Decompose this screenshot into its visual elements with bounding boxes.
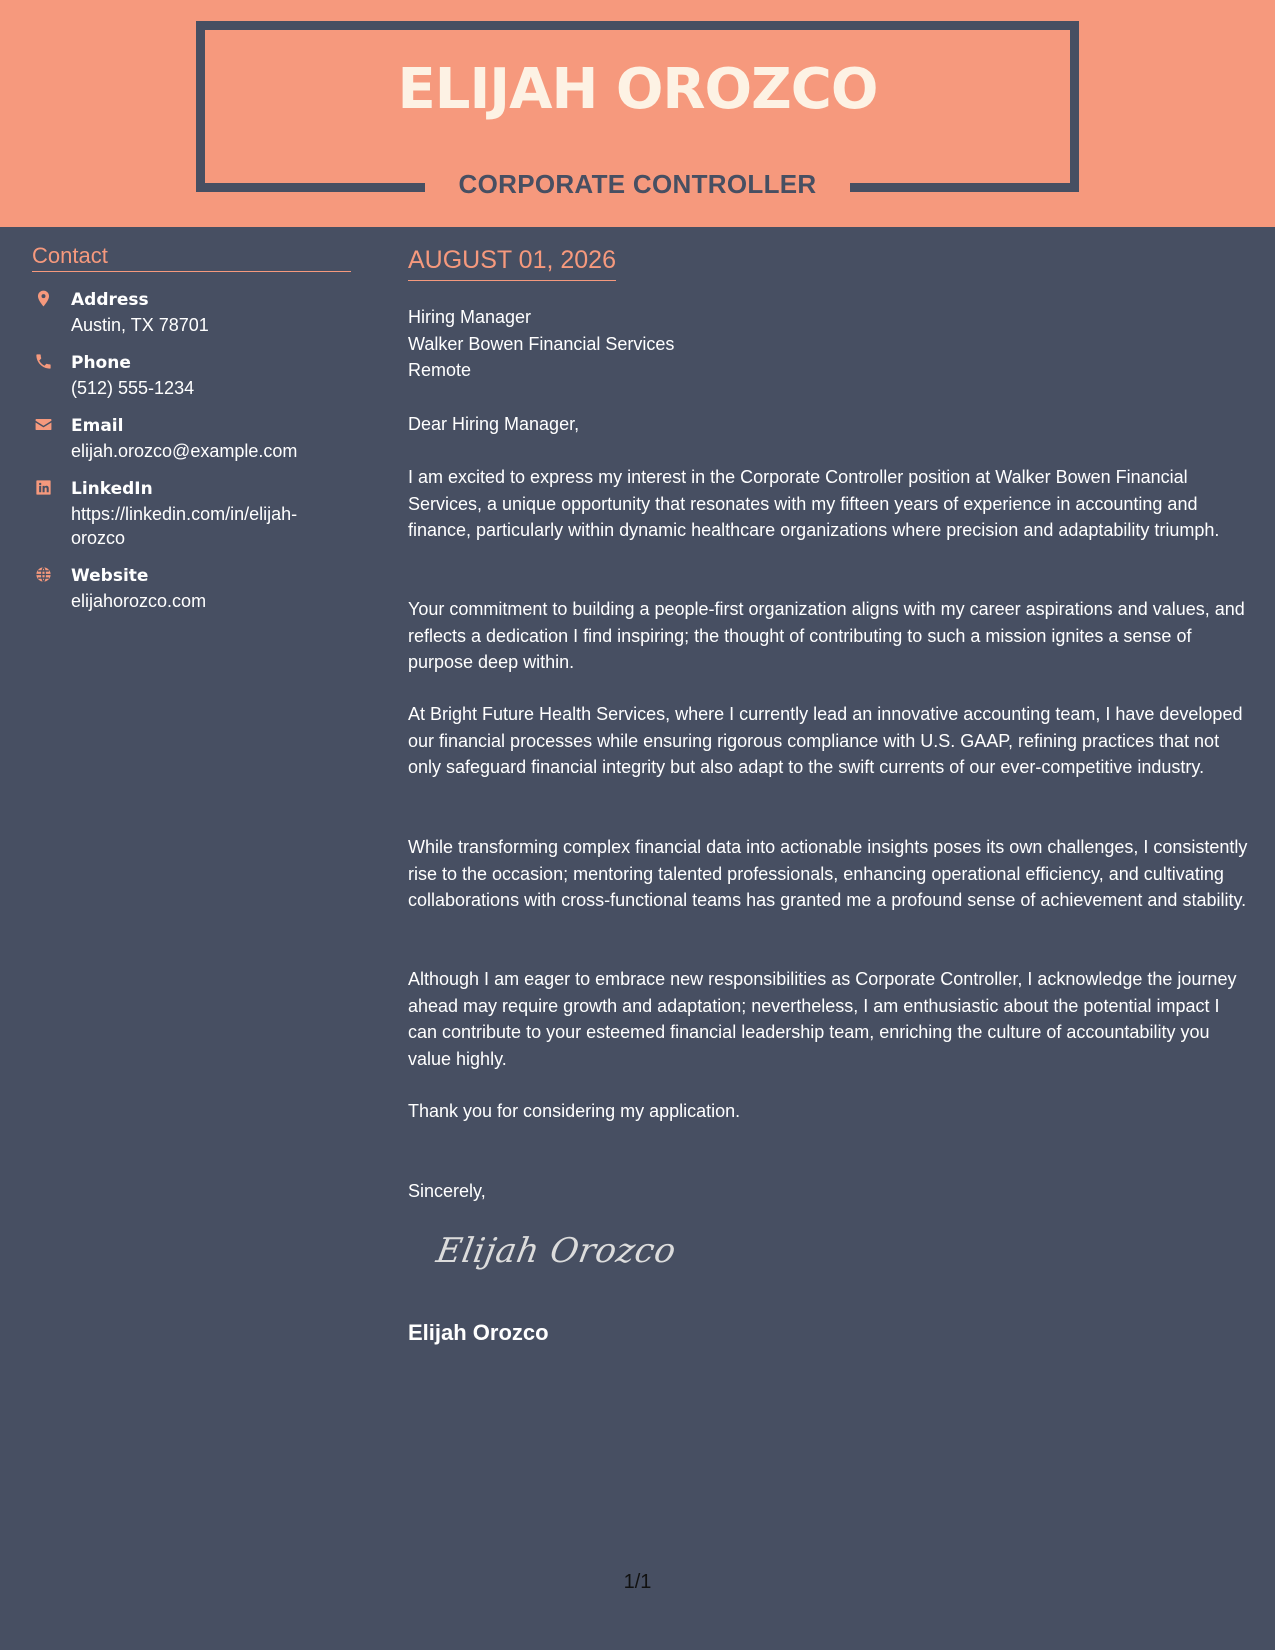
recipient-location: Remote <box>408 360 472 380</box>
page-indicator: 1/1 <box>623 1571 652 1593</box>
contact-link[interactable]: https://linkedin.com/in/elijah-orozco <box>71 504 298 548</box>
contact-label: Address <box>71 290 149 310</box>
contact-value: Austin, TX 78701 <box>71 315 209 335</box>
salutation: Dear Hiring Manager, <box>408 414 580 434</box>
contact-label: Email <box>71 416 124 436</box>
contact-link[interactable]: elijahorozco.com <box>71 591 207 611</box>
map-pin-icon <box>34 289 53 308</box>
linkedin-icon <box>34 478 53 497</box>
closing-line: Thank you for considering my application. <box>408 1101 741 1121</box>
job-title: CORPORATE CONTROLLER <box>458 169 817 199</box>
body-paragraph: Your commitment to building a people-first organization aligns with my career aspirations and values, and reflects a dedication I find inspiring; the thought of contributing to such a mission ignites a sense of purpose deep within. <box>408 599 1245 672</box>
job-title-container <box>425 160 850 210</box>
signer-name: Elijah Orozco <box>408 1320 549 1345</box>
handwritten-signature: Elijah Orozco <box>433 1231 680 1271</box>
contact-value: (512) 555-1234 <box>71 378 195 398</box>
sign-off: Sincerely, <box>408 1181 486 1201</box>
header-banner <box>0 0 1275 227</box>
contact-value: elijah.orozco@example.com <box>71 441 298 461</box>
candidate-name: ELIJAH OROZCO <box>397 57 878 122</box>
globe-icon <box>34 565 53 584</box>
phone-icon <box>34 352 53 371</box>
mail-icon <box>34 415 53 434</box>
letter-date: AUGUST 01, 2026 <box>408 246 616 281</box>
recipient-company: Walker Bowen Financial Services <box>408 333 675 354</box>
body-paragraph: Although I am eager to embrace new responsibilities as Corporate Controller, I acknowledge the journey ahead may require growth and adaptation; nevertheless, I am enthusiastic about the potential impact I can contribute to your esteemed financial leadership team, enriching the culture of accountability you value highly. <box>408 969 1237 1069</box>
body-paragraph: At Bright Future Health Services, where I currently lead an innovative accounting team, I have developed our financial processes while ensuring rigorous compliance with U.S. GAAP, refining practices that not only safeguard financial integrity but also adapt to the swift currents of our ever-competitive industry. <box>408 704 1243 777</box>
contact-label: Website <box>71 566 149 586</box>
recipient-block <box>408 304 674 384</box>
contact-label: LinkedIn <box>71 479 153 499</box>
body-paragraph: I am excited to express my interest in the Corporate Controller position at Walker Bowen Financial Services, a unique opportunity that resonates with my fifteen years of experience in accounting and finance, particularly within dynamic healthcare organizations where precision and adaptability triumph. <box>408 467 1220 540</box>
contact-label: Phone <box>71 353 131 373</box>
recipient-name: Hiring Manager <box>408 307 532 327</box>
body-paragraph: While transforming complex financial data into actionable insights poses its own challenges, I consistently rise to the occasion; mentoring talented professionals, enhancing operational efficiency, and cultivating collaborations with cross-functional teams has granted me a profound sense of achievement and stability. <box>408 837 1248 910</box>
contact-heading: Contact <box>32 243 351 272</box>
